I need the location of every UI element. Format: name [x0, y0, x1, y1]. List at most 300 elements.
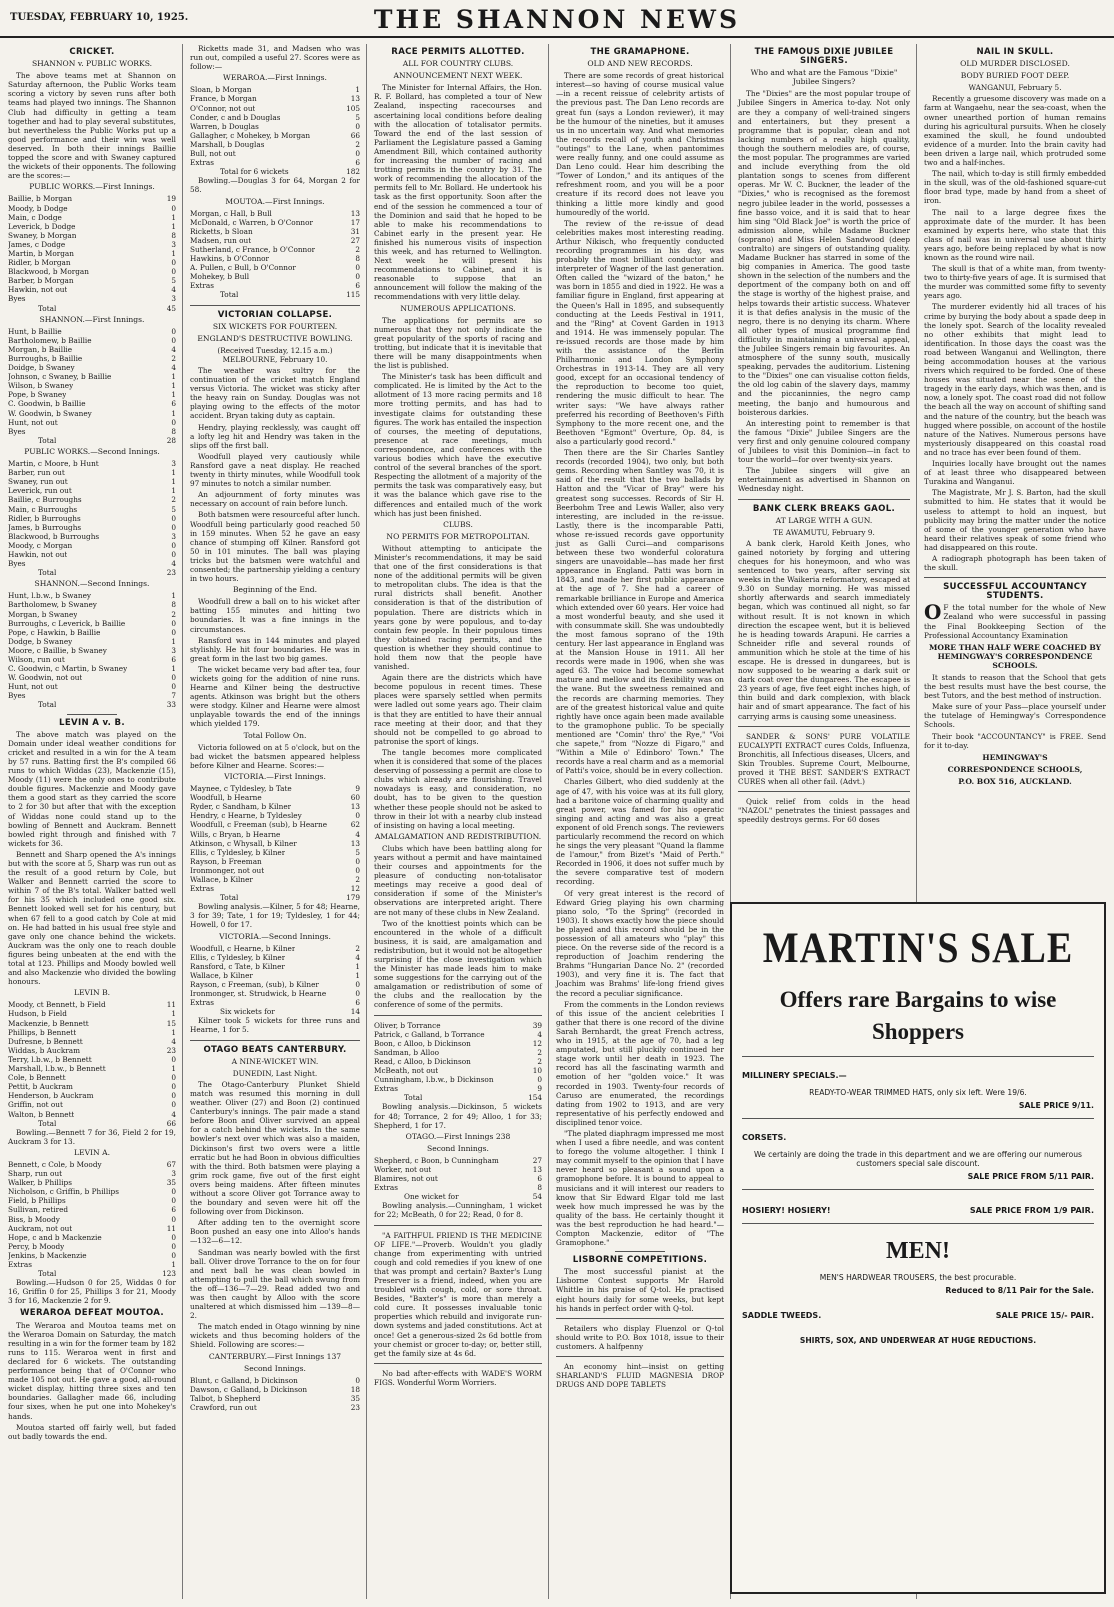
score-line-value: 62: [350, 820, 360, 830]
score-line-name: Nicholson, c Griffin, b Phillips: [8, 1187, 119, 1197]
score-line: [190, 953, 360, 962]
millinery-heading: MILLINERY SPECIALS.—: [742, 1071, 847, 1080]
score-line-name: Blunt, c Galland, b Dickinson: [190, 1375, 298, 1385]
score-line-value: 2: [355, 874, 360, 884]
article-text: Ransford was in 144 minutes and played stylishly. He hit four boundaries. He was in great form in the last two big games.: [190, 635, 360, 663]
innings-heading: PUBLIC WORKS.—Second Innings.: [24, 446, 160, 456]
score-line-name: James, c Dodge: [8, 239, 66, 249]
score-line-value: 23: [350, 1403, 360, 1413]
article-text: The skull is that of a white man, from twenty-two to thirty-five years of age. It is surmised that the murder was committed some fifty to seventy years ago.: [924, 264, 1106, 301]
bowling-summary: Bowling.—Bennett 7 for 36, Field 2 for 19, Auckram 3 for 13.: [8, 1127, 176, 1146]
score-line-name: Atkinson, c Whysall, b Kilner: [190, 838, 297, 848]
cricket-intro: The above teams met at Shannon on Saturday afternoon, the Public Works team scoring a victory by seven runs after both teams had played two innings. The Shannon Club had difficulty in getting a team together and had to play several substitutes, but nevertheless the Public Works put up a good performance and their win was well deserved. In both their innings Baillie topped the score and with Swaney captured the wickets of their opponents. The following are the scores:—: [8, 71, 176, 181]
score-line-value: 0: [171, 1196, 176, 1206]
article-text: The applications for permits are so numerous that they not only indicate the great popularity of the sports of racing and trotting, but indicate that it is inevitable that there will be many disappointments when the list is published.: [374, 315, 542, 371]
score-line: [190, 784, 360, 793]
score-line: [190, 962, 360, 971]
score-line-value: 0: [355, 980, 360, 989]
score-line: [8, 381, 176, 390]
scorecard: [8, 327, 176, 436]
score-line: [190, 793, 360, 802]
score-line: [190, 875, 360, 884]
weraroa-text: The Weraroa and Moutoa teams met on the Weraroa Domain on Saturday, the match resulting in a win for the former team by 182 runs to 115. Weraroa went in first and declared for 6 wickets. The outstanding performance being that of O'Connor who made 105 not out. He gave a good, all-round wicket display, hitting three sixes and ten boundaries. Gallagher made 66, including four sixes, when he put one into Mohekey's hands.: [8, 1320, 176, 1421]
score-line: [8, 468, 176, 477]
article-text: The wicket became very bad after tea, four wickets going for the addition of nine runs. Hearne and Kilner being the destructive agents. Atkinson was bright but the others were stodgy. Kilner and Hearne were almost unplayable towards the end of the innings which yielded 179.: [190, 664, 360, 729]
score-line-name: Hunt, not out: [8, 682, 58, 692]
masthead: [0, 0, 1114, 38]
score-line: [374, 1048, 542, 1057]
score-line-name: Barber, run out: [8, 468, 65, 478]
score-line: [190, 104, 360, 113]
score-line-value: 1: [171, 212, 176, 222]
score-line-value: 0: [171, 1232, 176, 1242]
score-line-value: 11: [166, 1223, 176, 1233]
score-line: [8, 240, 176, 249]
score-line: [374, 1156, 542, 1165]
score-line: [190, 866, 360, 875]
article-text: The Minister's task has been difficult and complicated. He is limited by the Act to the allotment of 13 more racing permits and 18 more trotting permits, and has had to investigate claims for outstanding these figures. The work has entailed the inspection of courses, the meeting of deputations, presence at race meetings, much correspondence, and conferences with the various bodies which have the executive control of the several branches of the sport. Respecting the allotment of a majority of the permits the task was comparatively easy, but it was the balance which gave rise to the differences and entailed much of the work which has just been finished.: [374, 372, 542, 518]
divider: [374, 1363, 542, 1364]
score-line-name: W. Goodwin, not out: [8, 673, 83, 683]
bowling-summary: Bowling.—Hudson 0 for 25, Widdas 0 for 16, Griffin 0 for 25, Phillips 3 for 21, Moody 3 for 16, Mackenzie 2 for 9.: [8, 1278, 176, 1306]
score-line: [8, 1019, 176, 1028]
innings-heading: LEVIN B.: [73, 988, 111, 998]
score-line-value: 10: [532, 1066, 542, 1076]
score-line: [8, 532, 176, 541]
score-line-value: 1: [171, 372, 176, 382]
score-line-name: Moore, c Baillie, b Swaney: [8, 645, 107, 655]
score-line-value: 0: [355, 149, 360, 159]
score-line-value: 0: [171, 1091, 176, 1101]
bank-subheading: AT LARGE WITH A GUN.: [775, 515, 873, 525]
score-line: [190, 272, 360, 281]
score-line-value: 0: [171, 326, 176, 336]
bowling-summary: Bowling.—Douglas 3 for 64, Morgan 2 for 58.: [190, 176, 360, 195]
score-line-value: 6: [171, 399, 176, 409]
scorecard: [374, 1156, 542, 1192]
score-line-name: Patrick, c Galland, b Torrance: [374, 1029, 485, 1039]
score-line-name: A. Pullen, c Bull, b O'Connor: [190, 263, 296, 273]
score-line-value: 0: [171, 1250, 176, 1260]
innings-total: One wicket for 54: [404, 1192, 542, 1202]
score-line: [190, 1394, 360, 1403]
innings-heading: LEVIN A.: [73, 1147, 111, 1157]
score-line-name: Hawkin, not out: [8, 285, 68, 295]
score-line-name: Dodge, b Swaney: [8, 636, 73, 646]
innings-heading: SHANNON.—Second Innings.: [34, 579, 150, 589]
score-line-value: 11: [166, 1000, 176, 1010]
score-line-name: Talbot, b Shepherd: [190, 1393, 261, 1403]
score-line: [190, 998, 360, 1007]
victorian-subheading: ENGLAND'S DESTRUCTIVE BOWLING.: [197, 333, 353, 343]
score-line-name: Walker, b Phillips: [8, 1178, 72, 1188]
column-6: [920, 44, 1110, 896]
innings-heading: SHANNON.—First Innings.: [39, 314, 145, 324]
score-line-value: 39: [532, 1020, 542, 1030]
score-line-value: 6: [171, 1205, 176, 1215]
score-line-name: Hendry, c Hearne, b Tyldesley: [190, 811, 302, 821]
score-line-value: 0: [171, 513, 176, 523]
score-line: [8, 1100, 176, 1109]
scorecard: [190, 209, 360, 291]
levin-heading: LEVIN A v. B.: [59, 717, 125, 728]
score-line: [8, 619, 176, 628]
score-line-value: 67: [166, 1159, 176, 1169]
score-line: [190, 1376, 360, 1385]
score-line-value: 0: [171, 1187, 176, 1197]
score-line: [8, 1224, 176, 1233]
score-line-value: 0: [355, 865, 360, 875]
advertisement-text: Retailers who display Fluenzol or Q-tol should write to P.O. Box 1018, issue to their customers. A halfpenny: [556, 1323, 724, 1351]
score-line-name: Woodfull, c Hearne, b Kilner: [190, 943, 296, 953]
score-line: [8, 486, 176, 495]
score-line-name: Ellis, c Tyldesley, b Kilner: [190, 952, 286, 962]
section-subheading: Total Follow On.: [243, 730, 307, 740]
score-line-value: 4: [171, 363, 176, 373]
divider: [742, 1118, 1094, 1119]
score-line: [8, 682, 176, 691]
score-line-value: 5: [355, 847, 360, 857]
race-heading: RACE PERMITS ALLOTTED.: [391, 47, 525, 57]
score-line: [8, 477, 176, 486]
column-2: [186, 44, 364, 1599]
score-line-value: 6: [355, 158, 360, 168]
score-line-name: Mohekey, b Bull: [190, 272, 250, 282]
score-line-name: Hudson, b Field: [8, 1009, 67, 1019]
score-line-name: Marshall, b Douglas: [190, 139, 265, 149]
score-line: [190, 263, 360, 272]
scorecard: [190, 944, 360, 1008]
score-line: [190, 254, 360, 263]
innings-total: Total 23: [38, 568, 176, 578]
score-line-value: 35: [350, 1393, 360, 1403]
divider: [738, 791, 910, 792]
score-line-name: Ellis, c Tyldesley, b Kilner: [190, 847, 286, 857]
score-line: [8, 399, 176, 408]
hosiery-heading: HOSIERY! HOSIERY!: [742, 1206, 831, 1215]
score-line: [190, 857, 360, 866]
score-line-value: 3: [171, 459, 176, 469]
score-line: [8, 1178, 176, 1187]
score-line-value: 2: [355, 139, 360, 149]
innings-heading: PUBLIC WORKS.—First Innings.: [29, 182, 155, 192]
score-line: [190, 218, 360, 227]
score-line-value: 18: [350, 1384, 360, 1394]
score-line: [8, 673, 176, 682]
score-line-name: Sutherland, c France, b O'Connor: [190, 244, 316, 254]
score-line-name: Marshall, l.b.w., b Bennett: [8, 1064, 106, 1074]
score-line-name: Bartholomew, b Swaney: [8, 600, 97, 610]
score-line-name: Cole, b Bennett: [8, 1073, 66, 1083]
advertiser-name: CORRESPONDENCE SCHOOLS,: [947, 764, 1083, 774]
article-text: The review of the re-issue of dead celebrities makes most interesting reading. Arthur Nikisch, who frequently conducted recording programmes in his day, was probably the most brilliant conductor and interpreter of Wagner of the last generation. Often called the "wizard of the baton," he was born in 1855 and died in 1922. He was a familiar figure in England, first appearing at the Queen's Hall in 1895, and subsequently conducting at the Leeds Festival in 1911, and the "Ring" at Covent Garden in 1913 and 1914. He was immensely popular. The re-issued records are those made by him with the assistance of the Berlin Philharmonic and London Symphony Orchestras in 1913-14. They are all very good, except for an occasional tendency of the reproduction to become too quiet, rendering the music difficult to hear. The writer says: "We have always rather preferred his recording of Beethoven's Fifth Symphony to the more recent one, and the Beethoven "Egmont" Overture, Op. 84, is also a particularly good record.": [556, 218, 724, 446]
score-line-name: Field, b Phillips: [8, 1196, 66, 1206]
divider: [67, 714, 117, 715]
score-line-value: 2: [171, 495, 176, 505]
score-line-name: Gallagher, c Mohekey, b Morgan: [190, 130, 311, 140]
score-line-name: Griffin, not out: [8, 1100, 63, 1110]
score-line-name: Rayson, c Freeman, (sub), b Kilner: [190, 980, 319, 989]
article-text: The tangle becomes more complicated when it is considered that some of the places deserving of possessing a permit are close to clubs which already are flourishing. Travel nowadays is easy, and consideration, no doubt, has to be given to the question whether these people should not be asked to throw in their lot with a nearby club instead of insisting on having a local meeting.: [374, 747, 542, 830]
score-line: [8, 372, 176, 381]
score-line-name: Hawkin, not out: [8, 549, 68, 559]
score-line-name: Bennett, c Cole, b Moody: [8, 1159, 102, 1169]
bowling-summary: Bowling analysis.—Kilner, 5 for 48; Hearne, 3 for 39; Tate, 1 for 19; Tyldesley, 1 for 44; Howell, 0 for 17.: [190, 902, 360, 930]
score-line: [8, 495, 176, 504]
score-line-value: 8: [171, 426, 176, 436]
score-line-name: Crawford, run out: [190, 1403, 257, 1413]
scorecard: [8, 194, 176, 303]
score-line-value: 2: [171, 354, 176, 363]
score-line: [8, 523, 176, 532]
score-line-name: Walton, b Bennett: [8, 1109, 75, 1119]
score-line-name: Widdas, b Auckram: [8, 1045, 81, 1055]
score-line: [8, 1064, 176, 1073]
score-line: [8, 637, 176, 646]
score-line-name: C. Goodwin, b Baillie: [8, 399, 86, 409]
nail-subheading: BODY BURIED FOOT DEEP.: [960, 71, 1070, 81]
otago-subheading: A NINE-WICKET WIN.: [231, 1056, 319, 1066]
column-5: [734, 44, 914, 896]
score-line-name: Maynee, c Tyldesley, b Tate: [190, 784, 292, 794]
divider: [615, 1251, 665, 1252]
score-line-value: 4: [537, 1029, 542, 1039]
score-line-name: Ironmonger, not out: [190, 865, 265, 875]
score-line-name: Pettit, b Auckram: [8, 1082, 73, 1092]
score-line: [8, 664, 176, 673]
score-line-value: 4: [171, 559, 176, 569]
score-line-name: Ironmonger, st. Strudwick, b Hearne: [190, 989, 327, 999]
levin-text: Bennett and Sharp opened the A's innings but with the score at 5, Sharp was run out as the result of a good return by Cole, but Walker and Bennett carried the score to within 7 of the B's total. Walker batted well for his 35 which included one good six. Bennett looked well set for his century, but when 67 fell to a good catch by Cole at mid on. He had batted in his usual free style and gave only one chance behind the wickets. Auckram was the only one to reach double figures being unbeaten at the end with the total at 123. Phillips and Moody bowled well and also Mackenzie who divided the bowling honours.: [8, 849, 176, 987]
score-line: [8, 249, 176, 258]
score-line-name: Swaney, run out: [8, 477, 68, 487]
article-text: Two of the knottiest points which can be encountered in the whole of a difficult business, it is said, are amalgamation and redistribution, but it would not be altogether surprising if the close investigation which the Minister has made leads him to make some suggestions for the carrying out of the amalgamation or redistribution of some of the clubs and the reallocation by the conference of some of the permits.: [374, 918, 542, 1010]
score-line-name: Extras: [374, 1084, 398, 1094]
score-line-value: 9: [537, 1084, 542, 1094]
score-line-value: 0: [355, 272, 360, 282]
score-line: [8, 1205, 176, 1214]
score-line-value: 0: [355, 263, 360, 273]
score-line: [190, 236, 360, 245]
article-text: The Magistrate, Mr J. S. Barton, had the skull submitted to him. He states that it would be useless to attempt to hold an inquest, but publicity may bring the matter under the notice of some of the younger generation who have heard their relatives speak of some friend who had disappeared on this route.: [924, 488, 1106, 552]
score-line-value: 0: [171, 1214, 176, 1224]
score-line-value: 60: [350, 793, 360, 803]
advertisement-text: Quick relief from colds in the head "NAZOL" penetrates the tiniest passages and speedily destroys germs. For 60 doses: [738, 797, 910, 825]
score-line-name: O'Connor, not out: [190, 103, 256, 113]
score-line-value: 1: [171, 1027, 176, 1037]
score-line-name: Blackwood, b Morgan: [8, 267, 89, 277]
tweeds-price: SALE PRICE 15/- PAIR.: [995, 1311, 1094, 1320]
hosiery-row: [742, 1206, 1094, 1215]
score-line: [190, 1403, 360, 1412]
newspaper-title: THE SHANNON NEWS: [373, 5, 741, 34]
article-text: The Minister for Internal Affairs, the Hon. R. F. Bollard, has completed a tour of New Zealand, inspecting racecourses and ascertaining local conditions before dealing with the allocation of totalisator permits. Toward the end of the last session of Parliament the Legislature passed a Gaming Amendment Bill, which contained authority for increasing the number of racing and trotting permits in the country by 31. The work of recommending the allocation of the permits fell to Mr. Bollard. He undertook his task as the first opportunity. Soon after the end of the session he commenced a tour of the Dominion and said that he hoped to be able to make his recommendations to Cabinet early in the present year. He finished his numerous visits of inspection this week, and has returned to Wellington. Next week he will present his recommendations to Cabinet, and it is reasonable to suppose that an announcement will follow the making of the recommendations with very little delay.: [374, 83, 542, 302]
innings-total: Total for 6 wickets 182: [220, 167, 360, 177]
score-line: [8, 213, 176, 222]
weraroa-continued: Ricketts made 31, and Madsen who was run out, compiled a useful 27. Scores were as follow:—: [190, 44, 360, 72]
dateline: (Received Tuesday, 12.15 a.m.) MELBOURNE, February 10.: [217, 345, 333, 364]
article-text: The match ended in Otago winning by nine wickets and thus becoming holders of the Shield. Following are scores:—: [190, 1322, 360, 1350]
cricket-heading: CRICKET.: [69, 47, 115, 57]
divider: [374, 1225, 542, 1226]
score-line-value: 27: [350, 235, 360, 245]
score-line-name: Boon, c Alloo, b Dickinson: [374, 1038, 471, 1048]
score-line-value: 0: [171, 540, 176, 550]
score-line-name: Hunt, not out: [8, 417, 58, 427]
score-line-value: 1: [355, 970, 360, 980]
scorecard: [190, 1376, 360, 1412]
score-line: [8, 204, 176, 213]
advertisement-text: No bad after-effects with WADE'S WORM FIGS. Wonderful Worm Worriers.: [374, 1368, 542, 1387]
dateline: WANGANUI, February 5.: [968, 83, 1062, 93]
score-line: [190, 113, 360, 122]
men-heading: MEN!: [886, 1238, 950, 1264]
weraroa-text: Moutoa started off fairly well, but faded out badly towards the end.: [8, 1422, 176, 1441]
advertisement-text: SANDER & SONS' PURE VOLATILE EUCALYPTI EXTRACT cures Colds, Influenza, Bronchitis, all Infectious diseases, Ulcers, and Skin Troubles. Supreme Court, Melbourne, proved it THE BEST. SANDER'S EXTRACT CURES when all other fail. (Advt.): [738, 731, 910, 787]
score-line: [190, 820, 360, 829]
score-line-name: Doidge, b Swaney: [8, 363, 75, 373]
score-line-value: 1: [171, 636, 176, 646]
score-line-value: 0: [171, 673, 176, 683]
advertiser-address: P.O. BOX 516, AUCKLAND.: [958, 776, 1072, 786]
article-text: F the total number for the whole of New Zealand who were successful in passing the Final Bookkeeping Section of the Professional Accountancy Examination: [924, 603, 1106, 640]
score-line-name: Sharp, run out: [8, 1169, 63, 1179]
scorecard: [190, 85, 360, 167]
score-line-name: Percy, b Moody: [8, 1241, 65, 1251]
dateline: DUNEDIN, Last Night.: [232, 1068, 318, 1078]
millinery-text: READY-TO-WEAR TRIMMED HATS, only six left. Were 19/6.: [809, 1088, 1027, 1097]
score-line-value: 17: [350, 217, 360, 227]
score-line: [190, 209, 360, 218]
score-line-value: 12: [532, 1038, 542, 1048]
score-line-name: Sloan, b Morgan: [190, 85, 252, 95]
innings-heading: VICTORIA.—Second Innings.: [219, 931, 331, 941]
score-line: [374, 1066, 542, 1075]
score-line-name: C. Goodwin, c Martin, b Swaney: [8, 664, 128, 674]
score-line-value: 8: [171, 600, 176, 610]
innings-total: Total 115: [220, 290, 360, 300]
score-line-name: Baillie, c Burroughs: [8, 495, 82, 505]
article-text: Charles Gilbert, who died suddenly at the age of 47, with his voice was at its full glory, had a baritone voice of charming quality and great power, was famed for his operatic singing and acting and was also a great exponent of old French songs. The reviewers particularly recommend the record on which he sings the very pleasant "Quand la flamme de l'amour," from Bizet's "Maid of Perth." Recorded in 1906, it does not suffer much by the severe comparative test of modern recording.: [556, 777, 724, 887]
score-line-value: 5: [355, 112, 360, 122]
divider: [738, 726, 910, 727]
score-line-name: Extras: [190, 281, 214, 291]
score-line: [374, 1165, 542, 1174]
score-line-value: 15: [166, 1018, 176, 1028]
advertiser-name: HEMINGWAY'S: [982, 752, 1048, 762]
scorecard: [8, 591, 176, 700]
score-line: [8, 1055, 176, 1064]
score-line: [8, 514, 176, 523]
innings-heading: Second Innings.: [244, 1363, 306, 1373]
score-line-name: Shepherd, c Boon, b Cunningham: [374, 1155, 499, 1165]
scorecard: [8, 1160, 176, 1269]
issue-date: TUESDAY, FEBRUARY 10, 1925.: [10, 12, 189, 23]
score-line: [8, 427, 176, 436]
score-line: [8, 231, 176, 240]
score-line-value: 8: [355, 254, 360, 264]
article-text: Both batsmen were resourceful after lunch. Woodfull being particularly good reached 50 in 159 minutes. When 52 he gave an easy chance of stumping off Kilner. Ransford got 50 in 101 minutes. The ball was playing tricks but the batsmen were watchful and consented; the partnership yielding a century in two hours.: [190, 510, 360, 584]
article-text: It stands to reason that the School that gets the best results must have the best course, the best Tutors, and the best method of instruction.: [924, 673, 1106, 701]
article-text: There are some records of great historical interest—so having of course musical value—in a recent reissue of celebrity artists of the previous past. The Dan Leno records are great fun (says a London reviewer), it may be the humour of the nineties, but it amuses us in no uncertain way. And what memories the records recall of youth and Christmas "outings" to the Lane, when pantomimes were really funny, and one could assume as Dan Leno could. Hear him describing the "Tower of London," and its antiques of the refreshment room, and you will be a poor creature if its record does not leave you thinking a little more kindly and good humouredly of the world.: [556, 71, 724, 217]
score-line: [190, 131, 360, 140]
score-line: [8, 222, 176, 231]
score-line: [8, 610, 176, 619]
score-line-name: Jenkins, b Mackenzie: [8, 1250, 87, 1260]
score-line-name: Sandman, b Alloo: [374, 1047, 440, 1057]
score-line-name: Woodfull, b Hearne: [190, 793, 262, 803]
score-line: [190, 94, 360, 103]
score-line-name: Hunt, b Baillie: [8, 326, 62, 336]
trousers-text: MEN'S HARDWEAR TROUSERS, the best procurable.: [819, 1273, 1017, 1282]
score-line: [8, 600, 176, 609]
millinery-price: SALE PRICE 9/11.: [1018, 1101, 1094, 1110]
score-line-name: Morgan, b Swaney: [8, 609, 78, 619]
score-line-value: 0: [171, 1082, 176, 1092]
score-line-value: 0: [355, 989, 360, 999]
score-line: [190, 811, 360, 820]
score-line: [374, 1030, 542, 1039]
dixie-heading: THE FAMOUS DIXIE JUBILEE SINGERS.: [754, 47, 894, 67]
score-line: [8, 628, 176, 637]
score-line-value: 1: [171, 477, 176, 487]
score-line-value: 0: [355, 811, 360, 821]
score-line-name: Extras: [190, 998, 214, 1008]
score-line-value: 3: [171, 1169, 176, 1179]
score-line-value: 1: [171, 486, 176, 496]
score-line-name: Main, c Burroughs: [8, 504, 78, 514]
score-line-value: 3: [171, 239, 176, 249]
score-line-value: 3: [171, 645, 176, 655]
score-line: [8, 1000, 176, 1009]
score-line: [8, 363, 176, 372]
score-line-name: Main, c Dodge: [8, 212, 62, 222]
score-line-name: W. Goodwin, b Swaney: [8, 408, 92, 418]
score-line: [374, 1039, 542, 1048]
score-line: [8, 418, 176, 427]
score-line: [8, 354, 176, 363]
score-line-value: 6: [355, 998, 360, 1008]
accountancy-heading: SUCCESSFUL ACCOUNTANCY STUDENTS.: [943, 582, 1087, 602]
score-line: [374, 1021, 542, 1030]
score-line: [190, 980, 360, 989]
score-line-value: 2: [537, 1056, 542, 1066]
score-line: [8, 1260, 176, 1269]
ad-title: MARTIN'S SALE: [762, 923, 1074, 973]
score-line: [190, 245, 360, 254]
score-line-value: 0: [355, 856, 360, 866]
innings-total: Total 123: [38, 1269, 176, 1279]
score-line-name: Wilson, run out: [8, 655, 65, 664]
score-line-value: 1: [171, 221, 176, 231]
divider: [742, 1223, 1094, 1224]
victorian-subheading: SIX WICKETS FOR FOURTEEN.: [212, 321, 338, 331]
article-text: Inquiries locally have brought out the names of at least three who disappeared between Turakina and Wanganui.: [924, 459, 1106, 487]
victorian-heading: VICTORIAN COLLAPSE.: [217, 309, 333, 320]
score-line-name: Ransford, c Tate, b Kilner: [190, 961, 285, 971]
score-line-name: Pope, b Swaney: [8, 390, 67, 400]
score-line-value: 4: [355, 829, 360, 839]
score-line: [190, 830, 360, 839]
score-line: [8, 1009, 176, 1018]
score-line: [8, 194, 176, 203]
article-text: Clubs which have been battling along for years without a permit and have maintained their courses and appointments for the pleasure of conducting non-totalisator meetings may receive a good deal of consideration if some of the Minister's observations are interpreted aright. There are not many of these clubs in New Zealand.: [374, 843, 542, 917]
score-line-name: Henderson, b Auckram: [8, 1091, 94, 1101]
score-line-value: 0: [355, 121, 360, 131]
score-line-name: France, b Morgan: [190, 94, 257, 104]
article-text: Their book "ACCOUNTANCY" is FREE. Send for it to-day.: [924, 731, 1106, 750]
score-line-name: Bartholomew, b Baillie: [8, 335, 92, 345]
